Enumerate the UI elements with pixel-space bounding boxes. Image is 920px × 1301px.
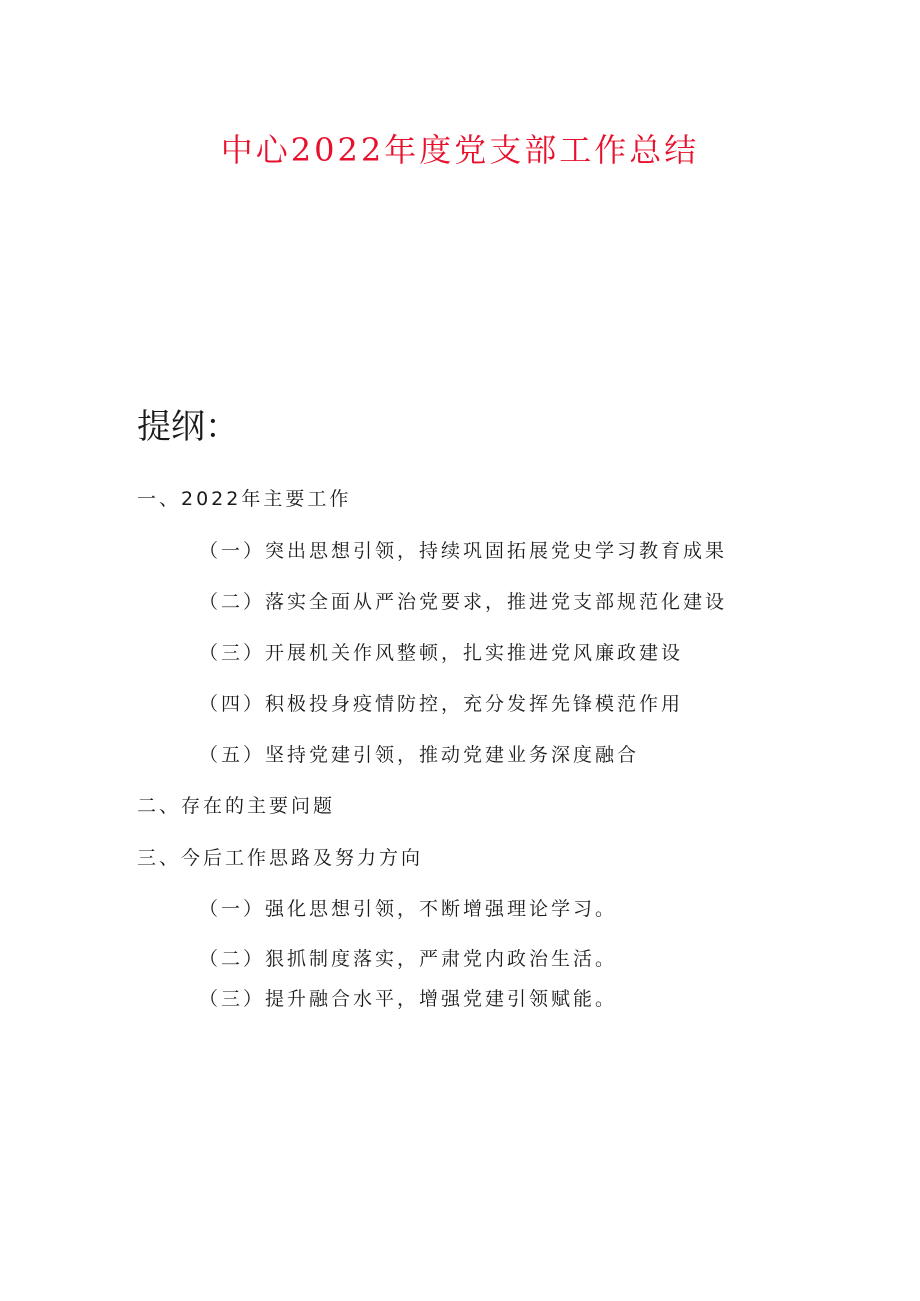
- outline-heading: 提纲：: [137, 407, 239, 447]
- document-title: 中心2022年度党支部工作总结: [220, 131, 700, 169]
- outline-item: （一）强化思想引领，不断增强理论学习。: [199, 898, 618, 920]
- outline-item: （一）突出思想引领，持续巩固拓展党史学习教育成果: [199, 540, 728, 562]
- section-heading-2: 二、存在的主要问题: [137, 795, 336, 817]
- section-heading-3: 三、今后工作思路及努力方向: [137, 847, 424, 869]
- outline-item: （二）落实全面从严治党要求，推进党支部规范化建设: [199, 591, 728, 613]
- outline-item: （二）狠抓制度落实，严肃党内政治生活。: [199, 948, 618, 970]
- section-heading-1: 一、2022年主要工作: [137, 488, 352, 510]
- outline-item: （五）坚持党建引领，推动党建业务深度融合: [199, 744, 640, 766]
- outline-item: （三）开展机关作风整顿，扎实推进党风廉政建设: [199, 642, 684, 664]
- outline-item: （三）提升融合水平，增强党建引领赋能。: [199, 988, 618, 1010]
- outline-item: （四）积极投身疫情防控，充分发挥先锋模范作用: [199, 693, 684, 715]
